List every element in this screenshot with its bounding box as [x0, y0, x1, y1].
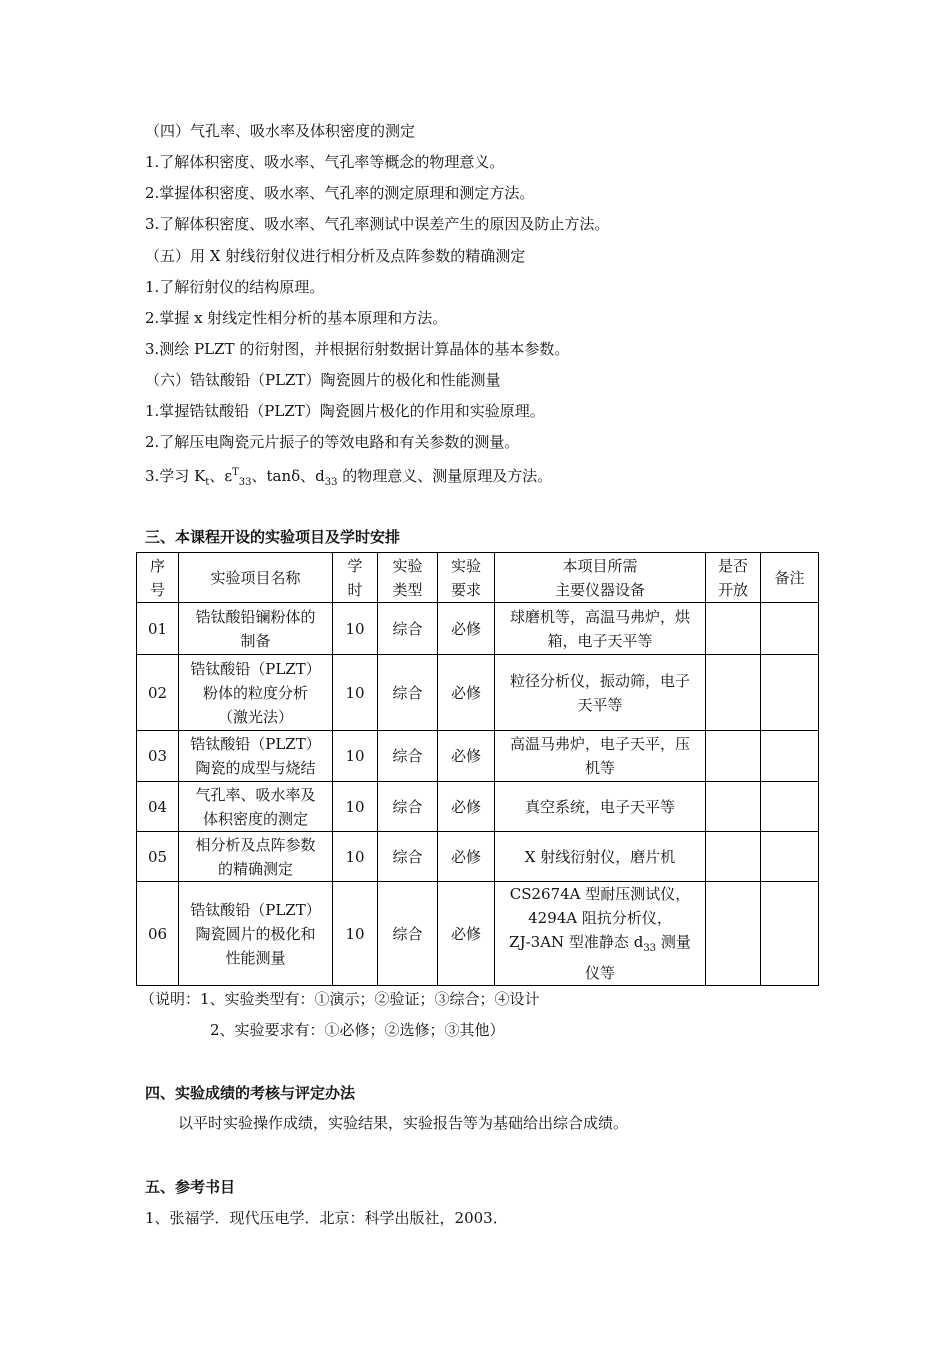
- section-5-heading: 五、参考书目: [145, 1178, 236, 1196]
- table-row: [137, 832, 819, 882]
- cell-no: 03: [137, 731, 179, 782]
- cell-type: 综合: [378, 655, 438, 731]
- cell-name: 锆钛酸铅镧粉体的 制备: [179, 603, 333, 655]
- exp4-item-2: 2.掌握体积密度、吸水率、气孔率的测定原理和测定方法。: [145, 184, 535, 202]
- cell-hours: 10: [333, 731, 378, 782]
- col-header-equipment: 本项目所需 主要仪器设备: [495, 553, 706, 603]
- cell-name: 锆钛酸铅（PLZT） 粉体的粒度分析 （激光法）: [179, 655, 333, 731]
- cell-remark: [761, 603, 819, 655]
- cell-hours: 10: [333, 782, 378, 832]
- cell-type: 综合: [378, 882, 438, 986]
- col-header-open: 是否 开放: [706, 553, 761, 603]
- cell-equipment: 高温马弗炉，电子天平，压 机等: [495, 731, 706, 782]
- cell-type: 综合: [378, 832, 438, 882]
- cell-no: 01: [137, 603, 179, 655]
- cell-type: 综合: [378, 782, 438, 832]
- cell-open: [706, 603, 761, 655]
- cell-remark: [761, 832, 819, 882]
- table-note-2: 2、实验要求有：①必修；②选修；③其他）: [210, 1021, 505, 1039]
- exp5-item-3: 3.测绘 PLZT 的衍射图，并根据衍射数据计算晶体的基本参数。: [145, 340, 570, 358]
- exp6-item-3: 3.学习 $K_t$、$\varepsilon^T_{33}$、tanδ、$d_{33}$ 的物理意义、测量原理及方法。: [145, 467, 553, 488]
- table-row: [137, 655, 819, 731]
- cell-open: [706, 832, 761, 882]
- cell-hours: 10: [333, 882, 378, 986]
- reference-item-1: 1、张福学．现代压电学．北京：科学出版社，2003．: [145, 1209, 508, 1227]
- exp6-item-1: 1.掌握锆钛酸铅（PLZT）陶瓷圆片极化的作用和实验原理。: [145, 402, 545, 420]
- cell-remark: [761, 782, 819, 832]
- cell-req: 必修: [438, 782, 495, 832]
- cell-req: 必修: [438, 731, 495, 782]
- col-header-remark: 备注: [761, 553, 819, 603]
- cell-equipment: 真空系统，电子天平等: [495, 782, 706, 832]
- cell-req: 必修: [438, 882, 495, 986]
- cell-no: 02: [137, 655, 179, 731]
- cell-req: 必修: [438, 655, 495, 731]
- cell-name: 锆钛酸铅（PLZT） 陶瓷圆片的极化和 性能测量: [179, 882, 333, 986]
- col-header-name: 实验项目名称: [179, 553, 333, 603]
- cell-open: [706, 731, 761, 782]
- cell-req: 必修: [438, 603, 495, 655]
- cell-equipment: CS2674A 型耐压测试仪， 4294A 阻抗分析仪， ZJ-3AN 型准静态 $d_{33}$ 测量 仪等: [495, 882, 706, 986]
- cell-open: [706, 882, 761, 986]
- cell-no: 05: [137, 832, 179, 882]
- cell-hours: 10: [333, 655, 378, 731]
- table-note-1: （说明：1、实验类型有：①演示；②验证；③综合；④设计: [140, 990, 540, 1008]
- cell-name: 相分析及点阵参数 的精确测定: [179, 832, 333, 882]
- cell-remark: [761, 731, 819, 782]
- cell-hours: 10: [333, 832, 378, 882]
- cell-type: 综合: [378, 731, 438, 782]
- cell-equipment: X 射线衍射仪，磨片机: [495, 832, 706, 882]
- exp4-item-1: 1.了解体积密度、吸水率、气孔率等概念的物理意义。: [145, 153, 505, 171]
- cell-open: [706, 782, 761, 832]
- cell-no: 04: [137, 782, 179, 832]
- exp6-title: （六）锆钛酸铅（PLZT）陶瓷圆片的极化和性能测量: [145, 371, 501, 389]
- col-header-req: 实验 要求: [438, 553, 495, 603]
- col-header-no: 序 号: [137, 553, 179, 603]
- cell-open: [706, 655, 761, 731]
- col-header-type: 实验 类型: [378, 553, 438, 603]
- cell-remark: [761, 655, 819, 731]
- cell-name: 锆钛酸铅（PLZT） 陶瓷的成型与烧结: [179, 731, 333, 782]
- cell-name: 气孔率、吸水率及 体积密度的测定: [179, 782, 333, 832]
- exp4-title: （四）气孔率、吸水率及体积密度的测定: [145, 122, 416, 140]
- cell-no: 06: [137, 882, 179, 986]
- section-4-heading: 四、实验成绩的考核与评定办法: [145, 1084, 356, 1102]
- cell-req: 必修: [438, 832, 495, 882]
- exp6-item-2: 2.了解压电陶瓷元片振子的等效电路和有关参数的测量。: [145, 433, 520, 451]
- cell-hours: 10: [333, 603, 378, 655]
- cell-equipment: 粒径分析仪，振动筛，电子 天平等: [495, 655, 706, 731]
- cell-equipment: 球磨机等，高温马弗炉，烘 箱，电子天平等: [495, 603, 706, 655]
- cell-type: 综合: [378, 603, 438, 655]
- experiment-table: [136, 552, 819, 986]
- section-4-body: 以平时实验操作成绩，实验结果，实验报告等为基础给出综合成绩。: [178, 1114, 629, 1132]
- table-header-row: [137, 553, 819, 603]
- table-row: [137, 782, 819, 832]
- cell-remark: [761, 882, 819, 986]
- table-row: [137, 603, 819, 655]
- section-3-heading: 三、本课程开设的实验项目及学时安排: [145, 528, 401, 546]
- table-row: [137, 882, 819, 986]
- table-row: [137, 731, 819, 782]
- col-header-hours: 学 时: [333, 553, 378, 603]
- exp4-item-3: 3.了解体积密度、吸水率、气孔率测试中误差产生的原因及防止方法。: [145, 215, 610, 233]
- exp5-item-2: 2.掌握 x 射线定性相分析的基本原理和方法。: [145, 309, 448, 327]
- exp5-title: （五）用 X 射线衍射仪进行相分析及点阵参数的精确测定: [145, 247, 526, 265]
- exp5-item-1: 1.了解衍射仪的结构原理。: [145, 278, 325, 296]
